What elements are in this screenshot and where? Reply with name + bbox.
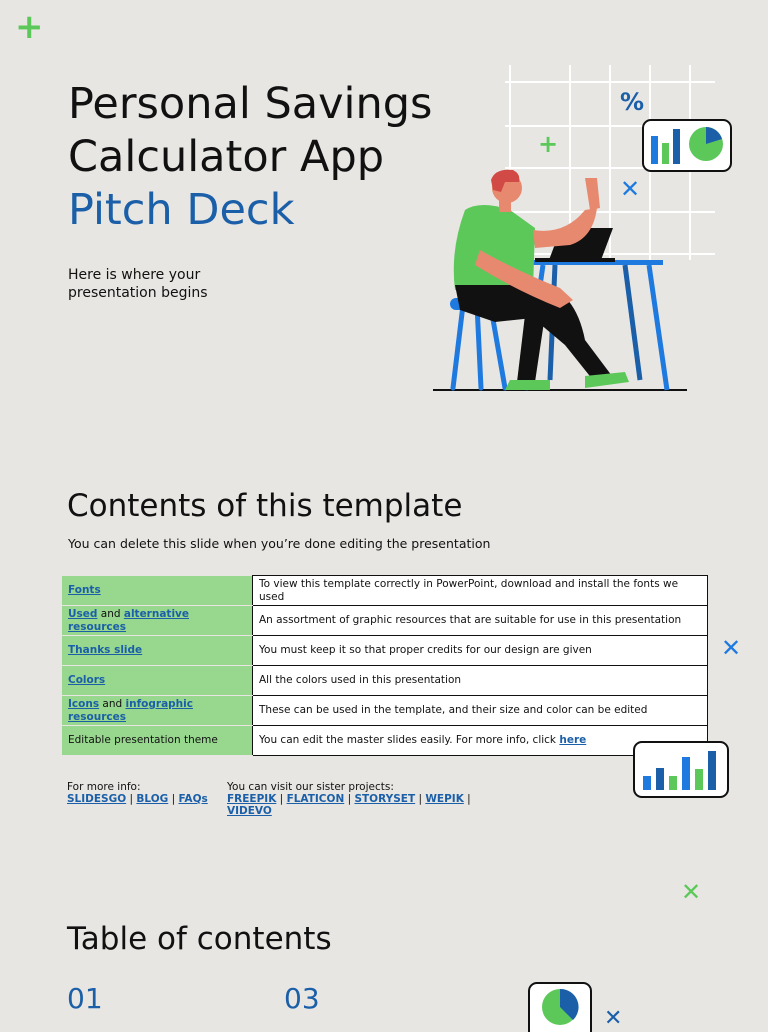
value-text: You must keep it so that proper credits for our design are given [259, 644, 592, 656]
table-row [62, 666, 708, 696]
link-freepik[interactable]: FREEPIK [227, 793, 277, 805]
link-storyset[interactable]: STORYSET [354, 793, 416, 805]
value-text: These can be used in the template, and their size and color can be edited [259, 704, 648, 716]
table-value-cell [253, 696, 708, 726]
key-text: and [99, 697, 126, 710]
value-text: To view this template correctly in PowerPoint, download and install the fonts we used [259, 577, 679, 603]
table-value-cell [253, 666, 708, 696]
toc-number-03: 03 [284, 982, 320, 1015]
value-text: An assortment of graphic resources that are suitable for use in this presentation [259, 614, 682, 626]
more-info-block [67, 781, 208, 805]
table-key-cell [62, 636, 253, 666]
table-key-cell [62, 606, 253, 636]
contents-heading: Contents of this template [67, 488, 463, 524]
resource-link[interactable]: alternative resources [68, 607, 190, 633]
sister-projects-block [227, 781, 497, 817]
link-faqs[interactable]: FAQs [178, 793, 208, 805]
link-separator: | [126, 793, 137, 805]
plus-icon: + [15, 7, 44, 47]
resource-link[interactable]: Thanks slide [68, 644, 143, 656]
resource-link[interactable]: Colors [68, 674, 106, 686]
table-key-cell [62, 666, 253, 696]
resource-link[interactable]: Icons [68, 697, 100, 710]
cover-subtitle: Here is where your presentation begins [68, 267, 208, 301]
sister-projects-label: You can visit our sister projects: [227, 781, 394, 793]
times-icon: ✕ [604, 1006, 623, 1031]
value-text: All the colors used in this presentation [259, 674, 462, 686]
title-line-1: Personal Savings [68, 79, 433, 129]
link-separator: | [168, 793, 179, 805]
table-key-cell [62, 576, 253, 606]
link-separator: | [415, 793, 426, 805]
table-key-cell [62, 726, 253, 756]
more-info-label: For more info: [67, 781, 141, 793]
table-value-cell [253, 636, 708, 666]
resource-link[interactable]: Used [68, 607, 98, 620]
link-videvo[interactable]: VIDEVO [227, 805, 272, 817]
key-text: Editable presentation theme [68, 734, 218, 746]
link-flaticon[interactable]: FLATICON [286, 793, 345, 805]
bar-pie-chart-icon [642, 119, 732, 172]
more-info-links [67, 793, 208, 805]
table-row [62, 636, 708, 666]
times-icon: ✕ [721, 634, 742, 662]
toc-heading: Table of contents [67, 921, 332, 957]
table-value-cell [253, 576, 708, 606]
table-row [62, 726, 708, 756]
link-separator: | [276, 793, 287, 805]
link-blog[interactable]: BLOG [136, 793, 169, 805]
here-link[interactable]: here [559, 734, 587, 746]
page-title [68, 78, 432, 237]
title-line-3: Pitch Deck [68, 185, 295, 235]
pie-chart-icon [528, 982, 592, 1032]
link-separator: | [344, 793, 355, 805]
resource-link[interactable]: Fonts [68, 583, 101, 596]
link-separator: | [463, 793, 471, 805]
key-text: and [97, 607, 124, 620]
table-row [62, 576, 708, 606]
bar-chart-icon [633, 741, 729, 798]
value-text: You can edit the master slides easily. For more info, click [259, 734, 560, 746]
cover-illustration [425, 60, 745, 400]
table-value-cell [253, 606, 708, 636]
link-wepik[interactable]: WEPIK [425, 793, 464, 805]
title-line-2: Calculator App [68, 132, 385, 182]
resource-link[interactable]: infographic resources [68, 697, 193, 723]
times-icon: ✕ [681, 878, 702, 906]
sister-projects-links [227, 793, 497, 817]
times-icon: ✕ [620, 175, 641, 203]
table-key-cell [62, 696, 253, 726]
table-row [62, 606, 708, 636]
contents-table [62, 575, 708, 756]
plus-icon: + [538, 130, 559, 158]
link-slidesgo[interactable]: SLIDESGO [67, 793, 127, 805]
contents-description: You can delete this slide when you’re done editing the presentation [68, 536, 491, 551]
toc-number-01: 01 [67, 982, 103, 1015]
percent-icon: % [620, 88, 645, 116]
table-row [62, 696, 708, 726]
